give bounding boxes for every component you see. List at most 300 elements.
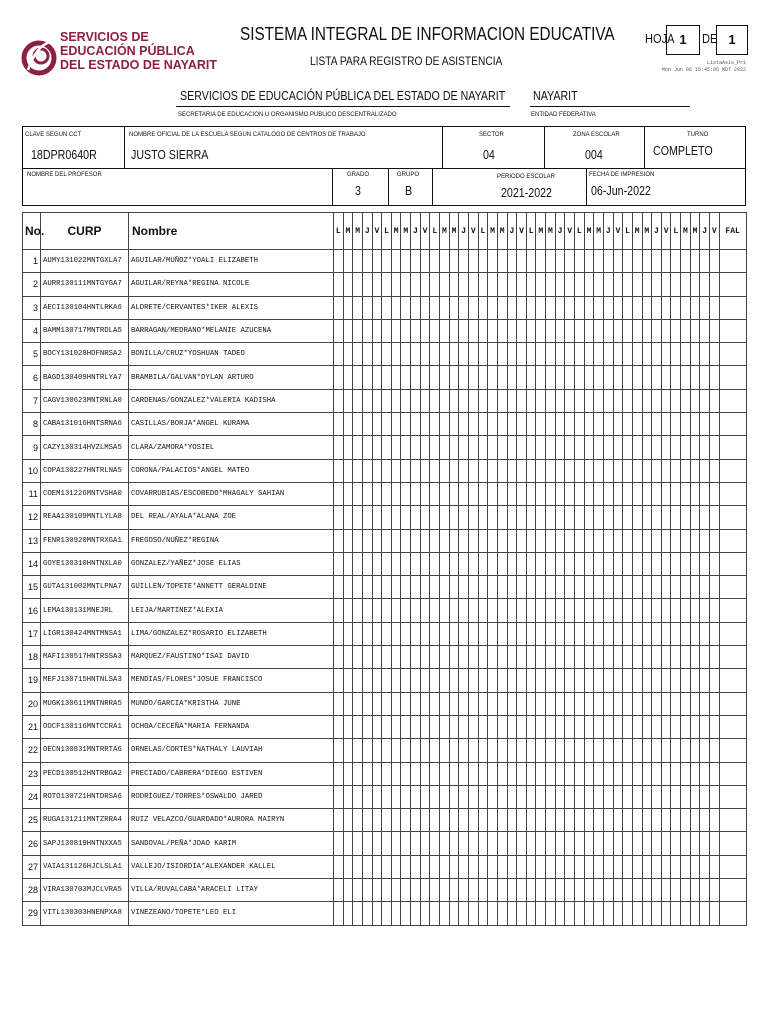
attendance-cell [681, 855, 691, 878]
attendance-cell [546, 879, 556, 902]
attendance-cell [555, 482, 565, 505]
curp-cell: AECI130104HNTLRKA6 [41, 296, 129, 319]
attendance-cell [401, 343, 411, 366]
attendance-cell [709, 343, 719, 366]
attendance-cell [488, 413, 498, 436]
attendance-cell [526, 855, 536, 878]
faltas-cell [719, 622, 746, 645]
day-header: L [382, 213, 392, 250]
attendance-cell [671, 785, 681, 808]
attendance-cell [497, 739, 507, 762]
attendance-cell [594, 552, 604, 575]
faltas-cell [719, 646, 746, 669]
attendance-cell [613, 832, 623, 855]
attendance-cell [526, 832, 536, 855]
attendance-cell [700, 319, 710, 342]
attendance-cell [382, 902, 392, 925]
attendance-cell [478, 319, 488, 342]
attendance-cell [497, 482, 507, 505]
attendance-cell [709, 739, 719, 762]
attendance-cell [430, 809, 440, 832]
attendance-cell [334, 692, 344, 715]
day-header: V [565, 213, 575, 250]
attendance-cell [565, 599, 575, 622]
attendance-cell [468, 622, 478, 645]
attendance-cell [459, 599, 469, 622]
attendance-cell [334, 459, 344, 482]
attendance-cell [671, 809, 681, 832]
attendance-cell [334, 343, 344, 366]
attendance-cell [536, 715, 546, 738]
attendance-cell [411, 599, 421, 622]
day-header: J [700, 213, 710, 250]
day-header: M [632, 213, 642, 250]
attendance-cell [353, 436, 363, 459]
attendance-cell [468, 832, 478, 855]
attendance-cell [401, 296, 411, 319]
attendance-cell [468, 879, 478, 902]
faltas-cell [719, 785, 746, 808]
attendance-cell [575, 622, 585, 645]
attendance-cell [536, 529, 546, 552]
grado-label: GRADO [347, 172, 370, 178]
attendance-cell [411, 855, 421, 878]
attendance-cell [632, 762, 642, 785]
attendance-cell [497, 343, 507, 366]
attendance-cell [353, 832, 363, 855]
fecha-cell [587, 169, 745, 205]
table-row [23, 459, 747, 482]
attendance-cell [468, 296, 478, 319]
attendance-cell [362, 762, 372, 785]
attendance-cell [401, 762, 411, 785]
attendance-cell [594, 319, 604, 342]
attendance-cell [334, 855, 344, 878]
attendance-cell [709, 692, 719, 715]
attendance-cell [449, 879, 459, 902]
table-row [23, 715, 747, 738]
attendance-cell [661, 250, 671, 273]
attendance-cell [517, 646, 527, 669]
attendance-cell [526, 273, 536, 296]
attendance-cell [411, 273, 421, 296]
attendance-cell [671, 250, 681, 273]
attendance-cell [411, 366, 421, 389]
table-row [23, 343, 747, 366]
row-number: 29 [23, 902, 41, 925]
attendance-cell [362, 646, 372, 669]
attendance-cell [449, 319, 459, 342]
attendance-cell [594, 762, 604, 785]
attendance-cell [594, 413, 604, 436]
attendance-cell [642, 669, 652, 692]
attendance-cell [391, 529, 401, 552]
attendance-cell [343, 902, 353, 925]
faltas-cell [719, 692, 746, 715]
attendance-cell [343, 669, 353, 692]
attendance-cell [671, 855, 681, 878]
attendance-cell [391, 389, 401, 412]
attendance-cell [526, 296, 536, 319]
attendance-cell [700, 785, 710, 808]
attendance-cell [642, 459, 652, 482]
attendance-cell [584, 506, 594, 529]
nombre-cell: BARRAGAN/MEDRANO*MELANIE AZUCENA [129, 319, 334, 342]
attendance-cell [632, 622, 642, 645]
day-header: L [671, 213, 681, 250]
attendance-cell [690, 296, 700, 319]
attendance-cell [459, 366, 469, 389]
attendance-cell [449, 366, 459, 389]
attendance-cell [497, 576, 507, 599]
attendance-cell [681, 273, 691, 296]
attendance-cell [603, 669, 613, 692]
attendance-cell [420, 366, 430, 389]
attendance-cell [584, 739, 594, 762]
attendance-cell [526, 459, 536, 482]
attendance-cell [690, 785, 700, 808]
attendance-cell [468, 809, 478, 832]
row-number: 21 [23, 715, 41, 738]
attendance-cell [700, 482, 710, 505]
attendance-cell [459, 436, 469, 459]
attendance-cell [642, 832, 652, 855]
attendance-cell [343, 599, 353, 622]
attendance-cell [507, 902, 517, 925]
attendance-cell [709, 296, 719, 319]
attendance-cell [468, 529, 478, 552]
attendance-cell [565, 669, 575, 692]
sheet-number: 1 [666, 25, 700, 55]
attendance-cell [536, 646, 546, 669]
nombre-cell: LEIJA/MARTINEZ*ALEXIA [129, 599, 334, 622]
attendance-cell [507, 436, 517, 459]
attendance-cell [362, 599, 372, 622]
attendance-cell [526, 413, 536, 436]
attendance-cell [362, 879, 372, 902]
attendance-cell [546, 832, 556, 855]
attendance-cell [526, 622, 536, 645]
attendance-cell [343, 389, 353, 412]
attendance-cell [401, 576, 411, 599]
attendance-cell [623, 436, 633, 459]
attendance-cell [430, 343, 440, 366]
attendance-cell [526, 715, 536, 738]
attendance-cell [594, 436, 604, 459]
attendance-cell [613, 646, 623, 669]
attendance-cell [334, 389, 344, 412]
attendance-cell [362, 669, 372, 692]
attendance-cell [372, 273, 382, 296]
attendance-cell [594, 715, 604, 738]
sheet-total: 1 [716, 25, 748, 55]
document-title: SISTEMA INTEGRAL DE INFORMACION EDUCATIVA [240, 24, 615, 44]
attendance-cell [536, 832, 546, 855]
attendance-cell [391, 809, 401, 832]
attendance-cell [584, 296, 594, 319]
school-name-label: NOMBRE OFICIAL DE LA ESCUELA SEGUN CATALOGO DE CENTROS DE TRABAJO [129, 132, 366, 138]
attendance-cell [497, 855, 507, 878]
attendance-cell [632, 552, 642, 575]
attendance-cell [700, 366, 710, 389]
nombre-cell: ORNELAS/CORTES*NATHALY LAUVIAH [129, 739, 334, 762]
school-name-cell [125, 127, 443, 169]
attendance-cell [372, 762, 382, 785]
attendance-cell [420, 319, 430, 342]
attendance-cell [632, 273, 642, 296]
nombre-cell: CASILLAS/BORJA*ANGEL KURAMA [129, 413, 334, 436]
attendance-cell [430, 552, 440, 575]
attendance-cell [488, 902, 498, 925]
attendance-cell [391, 739, 401, 762]
attendance-cell [575, 506, 585, 529]
attendance-cell [343, 739, 353, 762]
attendance-cell [584, 785, 594, 808]
attendance-cell [681, 692, 691, 715]
periodo-value: 2021-2022 [501, 185, 552, 200]
attendance-cell [671, 366, 681, 389]
attendance-cell [334, 296, 344, 319]
attendance-cell [372, 482, 382, 505]
turno-cell [645, 127, 745, 169]
attendance-cell [613, 506, 623, 529]
attendance-cell [391, 366, 401, 389]
attendance-cell [642, 785, 652, 808]
attendance-cell [546, 576, 556, 599]
attendance-cell [584, 879, 594, 902]
attendance-cell [507, 459, 517, 482]
attendance-cell [623, 389, 633, 412]
attendance-cell [526, 785, 536, 808]
attendance-cell [449, 273, 459, 296]
attendance-cell [478, 622, 488, 645]
attendance-cell [401, 552, 411, 575]
attendance-cell [536, 366, 546, 389]
attendance-cell [623, 343, 633, 366]
attendance-cell [334, 576, 344, 599]
attendance-cell [362, 692, 372, 715]
attendance-cell [372, 413, 382, 436]
attendance-cell [334, 482, 344, 505]
faltas-cell [719, 715, 746, 738]
attendance-cell [440, 669, 450, 692]
attendance-cell [401, 436, 411, 459]
attendance-cell [391, 552, 401, 575]
attendance-cell [613, 715, 623, 738]
attendance-cell [401, 413, 411, 436]
attendance-cell [497, 506, 507, 529]
attendance-cell [709, 552, 719, 575]
attendance-cell [661, 552, 671, 575]
attendance-cell [372, 902, 382, 925]
attendance-cell [681, 646, 691, 669]
attendance-cell [401, 459, 411, 482]
attendance-cell [391, 436, 401, 459]
attendance-cell [613, 459, 623, 482]
attendance-cell [440, 343, 450, 366]
table-row [23, 482, 747, 505]
attendance-cell [652, 389, 662, 412]
attendance-cell [603, 529, 613, 552]
attendance-cell [468, 739, 478, 762]
curp-cell: PECD130512HNTRBGA2 [41, 762, 129, 785]
faltas-cell [719, 482, 746, 505]
curp-cell: COPA130227HNTRLNA5 [41, 459, 129, 482]
sector-value: 04 [483, 147, 495, 162]
attendance-cell [575, 343, 585, 366]
day-header: V [517, 213, 527, 250]
attendance-cell [449, 552, 459, 575]
row-number: 12 [23, 506, 41, 529]
attendance-cell [430, 296, 440, 319]
attendance-cell [401, 669, 411, 692]
attendance-cell [507, 809, 517, 832]
attendance-cell [401, 855, 411, 878]
attendance-cell [690, 273, 700, 296]
attendance-cell [353, 413, 363, 436]
attendance-cell [459, 879, 469, 902]
attendance-cell [334, 762, 344, 785]
attendance-cell [459, 552, 469, 575]
attendance-cell [440, 389, 450, 412]
attendance-cell [661, 646, 671, 669]
attendance-cell [584, 692, 594, 715]
attendance-cell [430, 902, 440, 925]
attendance-cell [343, 622, 353, 645]
attendance-cell [343, 855, 353, 878]
day-header: V [420, 213, 430, 250]
attendance-cell [362, 436, 372, 459]
curp-cell: SAPJ130819HNTNXXA5 [41, 832, 129, 855]
nombre-cell: VILLA/RUVALCABA*ARACELI LITAY [129, 879, 334, 902]
attendance-cell [632, 413, 642, 436]
day-header: M [681, 213, 691, 250]
faltas-cell [719, 855, 746, 878]
table-row [23, 576, 747, 599]
attendance-cell [362, 366, 372, 389]
attendance-cell [372, 646, 382, 669]
attendance-cell [546, 319, 556, 342]
attendance-cell [690, 319, 700, 342]
logo-line: DEL ESTADO DE NAYARIT [60, 58, 217, 72]
sector-label: SECTOR [479, 132, 504, 138]
attendance-cell [420, 599, 430, 622]
attendance-cell [449, 809, 459, 832]
attendance-cell [459, 506, 469, 529]
day-header: V [372, 213, 382, 250]
attendance-cell [449, 855, 459, 878]
attendance-cell [343, 343, 353, 366]
faltas-cell [719, 669, 746, 692]
attendance-cell [440, 622, 450, 645]
attendance-cell [391, 343, 401, 366]
attendance-cell [709, 366, 719, 389]
attendance-cell [642, 646, 652, 669]
attendance-cell [642, 692, 652, 715]
attendance-cell [700, 389, 710, 412]
attendance-cell [343, 482, 353, 505]
attendance-cell [594, 482, 604, 505]
nombre-cell: MENDIAS/FLORES*JOSUE FRANCISCO [129, 669, 334, 692]
attendance-cell [468, 273, 478, 296]
attendance-cell [661, 622, 671, 645]
nombre-cell: AGUILAR/MUÑOZ*YOALI ELIZABETH [129, 250, 334, 273]
day-header: M [449, 213, 459, 250]
day-header: V [661, 213, 671, 250]
row-number: 13 [23, 529, 41, 552]
nombre-cell: PRECIADO/CABRERA*DIEGO ESTIVEN [129, 762, 334, 785]
attendance-cell [411, 739, 421, 762]
attendance-cell [488, 762, 498, 785]
profesor-label: NOMBRE DEL PROFESOR [27, 172, 102, 178]
attendance-cell [613, 366, 623, 389]
attendance-cell [430, 413, 440, 436]
attendance-cell [700, 879, 710, 902]
attendance-cell [488, 389, 498, 412]
attendance-cell [517, 413, 527, 436]
attendance-cell [546, 273, 556, 296]
attendance-cell [536, 762, 546, 785]
attendance-cell [468, 250, 478, 273]
attendance-cell [507, 599, 517, 622]
attendance-cell [671, 436, 681, 459]
curp-cell: AUMY131022MNTGXLA7 [41, 250, 129, 273]
attendance-cell [671, 296, 681, 319]
attendance-cell [478, 552, 488, 575]
attendance-cell [700, 250, 710, 273]
attendance-cell [440, 902, 450, 925]
attendance-cell [440, 296, 450, 319]
attendance-cell [594, 343, 604, 366]
attendance-cell [603, 879, 613, 902]
faltas-cell [719, 832, 746, 855]
row-number: 5 [23, 343, 41, 366]
attendance-cell [420, 739, 430, 762]
attendance-cell [623, 622, 633, 645]
attendance-cell [546, 715, 556, 738]
attendance-cell [526, 389, 536, 412]
attendance-cell [565, 273, 575, 296]
print-stamp: Mon Jun 06 15:45:05 MDT 2022 [661, 67, 746, 73]
attendance-cell [681, 529, 691, 552]
attendance-cell [575, 669, 585, 692]
attendance-cell [449, 482, 459, 505]
attendance-cell [652, 669, 662, 692]
attendance-cell [362, 389, 372, 412]
attendance-cell [594, 879, 604, 902]
day-header: M [536, 213, 546, 250]
attendance-cell [555, 552, 565, 575]
day-header: M [584, 213, 594, 250]
attendance-cell [526, 692, 536, 715]
faltas-cell [719, 459, 746, 482]
sector-cell [443, 127, 545, 169]
attendance-cell [584, 715, 594, 738]
attendance-cell [449, 599, 459, 622]
attendance-cell [517, 669, 527, 692]
attendance-cell [372, 809, 382, 832]
attendance-cell [449, 739, 459, 762]
attendance-cell [642, 343, 652, 366]
attendance-cell [623, 739, 633, 762]
attendance-cell [449, 902, 459, 925]
attendance-cell [575, 576, 585, 599]
attendance-cell [613, 296, 623, 319]
day-header: J [603, 213, 613, 250]
attendance-cell [681, 809, 691, 832]
attendance-cell [343, 785, 353, 808]
attendance-cell [478, 436, 488, 459]
